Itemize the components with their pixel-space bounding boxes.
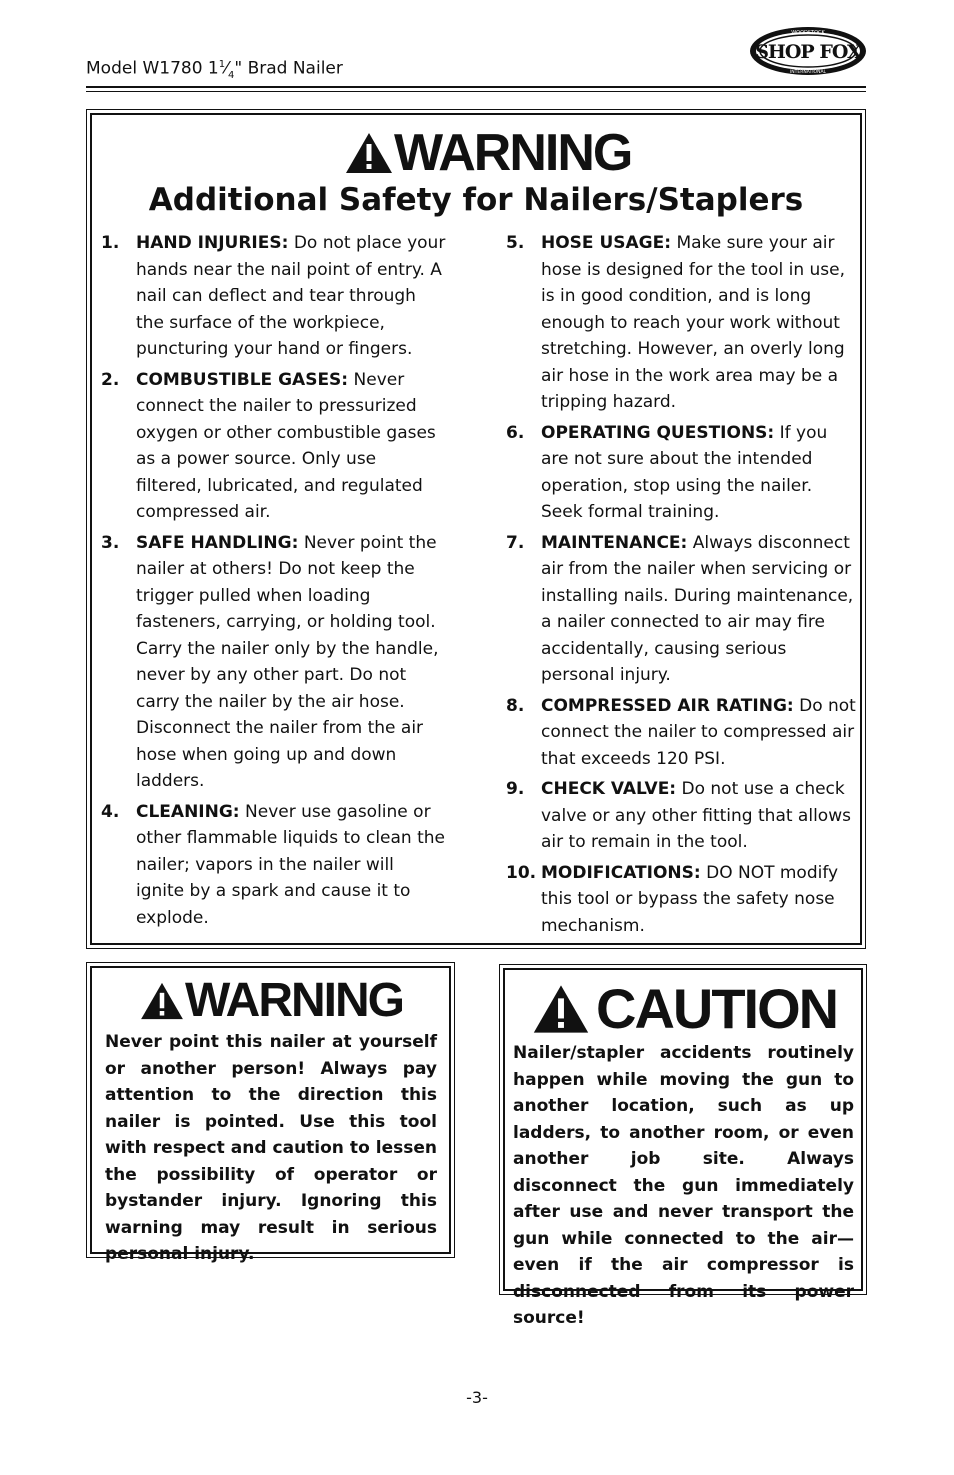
main-warning-title: Additional Safety for Nailers/Staplers [148,182,804,218]
model-suffix: " Brad Nailer [234,58,343,79]
logo-top-text: WOODSTOCK [791,30,825,36]
shop-fox-logo [748,24,868,78]
right-safety-list [506,230,858,943]
fraction-denominator: 4 [227,70,235,82]
header-rule-thick [86,86,866,88]
model-title: Model W1780 $1^1⁄_4$" Brad Nailer [86,58,343,82]
warning-triangle-icon [344,131,394,175]
caution-triangle-icon [530,983,592,1035]
caution-signal-word: CAUTION [596,977,838,1040]
warning-signal-word: WARNING [185,974,403,1027]
fraction-numerator: 1 [218,59,226,70]
logo-bottom-text: INTERNATIONAL [789,70,827,75]
list-item: 6. OPERATING QUESTIONS: If you are not sure about the intended operation, stop using the nailer. Seek formal training. [506,422,828,522]
warning-triangle-icon [139,981,185,1021]
warning-box [86,962,455,1264]
list-item: 2. COMBUSTIBLE GASES: Never connect the nailer to pressurized oxygen or other combustible gases as a power source. Only use filtered, lubricated, and regulated compressed air. [101,369,436,522]
model-prefix: Model W1780 1 [86,58,219,79]
main-warning-box [86,109,866,949]
logo-text: SHOP FOX [755,41,861,63]
list-item: 1. HAND INJURIES: Do not place your hands near the nail point of entry. A nail can deflect and tear through the surface of the workpiece, puncturing your hand or fingers. [101,233,446,359]
header-rule-thin [86,91,866,92]
main-warning-signal-word: WARNING [394,124,632,182]
left-safety-list [101,230,446,935]
caution-box [499,964,867,1328]
list-item: 3. SAFE HANDLING: Never point the nailer at others! Do not keep the trigger pulled when loading fasteners, carrying, or holding tool. Carry the nailer only by the handle, never by any other part. Do not carry the nailer by the air hose. Disconnect the nailer from the air hose when going up and down ladders. [101,532,439,791]
caution-text: Nailer/stapler accidents routinely happen while moving the gun to another location, such as up ladders, to another room, or even another job site. Always disconnect the gun immediately after use and never transport the gun while connected to the air—even if the air compressor is disconnected from its power source! [513,1043,854,1328]
list-item: 10. MODIFICATIONS: DO NOT modify this tool or bypass the safety nose mechanism. [506,862,839,936]
list-item: 4. CLEANING: Never use gasoline or other flammable liquids to clean the nailer; vapors in the nailer will ignite by a spark and cause it to explode. [101,801,446,928]
caution-header [530,977,838,1040]
list-item: 7. MAINTENANCE: Always disconnect air from the nailer when servicing or installing nails. During maintenance, a nailer connected to air may fire accidentally, causing serious personal injury. [506,532,854,685]
main-warning-header [344,124,632,182]
warning-header [139,974,403,1027]
list-item: 9. CHECK VALVE: Do not use a check valve or any other fitting that allows air to remain in the tool. [506,779,851,852]
list-item: 8. COMPRESSED AIR RATING: Do not connect the nailer to compressed air that exceeds 120 PSI. [506,695,856,769]
warning-text: Never point this nailer at yourself or another person! Always pay attention to the direction this nailer is pointed. Use this tool with respect and caution to lessen the possibility of operator or bystander injury. Ignoring this warning may result in serious personal injury. [105,1032,437,1264]
list-item: 5. HOSE USAGE: Make sure your air hose is designed for the tool in use, is in good condition, and is long enough to reach your work without stretching. However, an overly long air hose in the work area may be a tripping hazard. [506,233,845,412]
page-number: -3- [466,1388,488,1407]
